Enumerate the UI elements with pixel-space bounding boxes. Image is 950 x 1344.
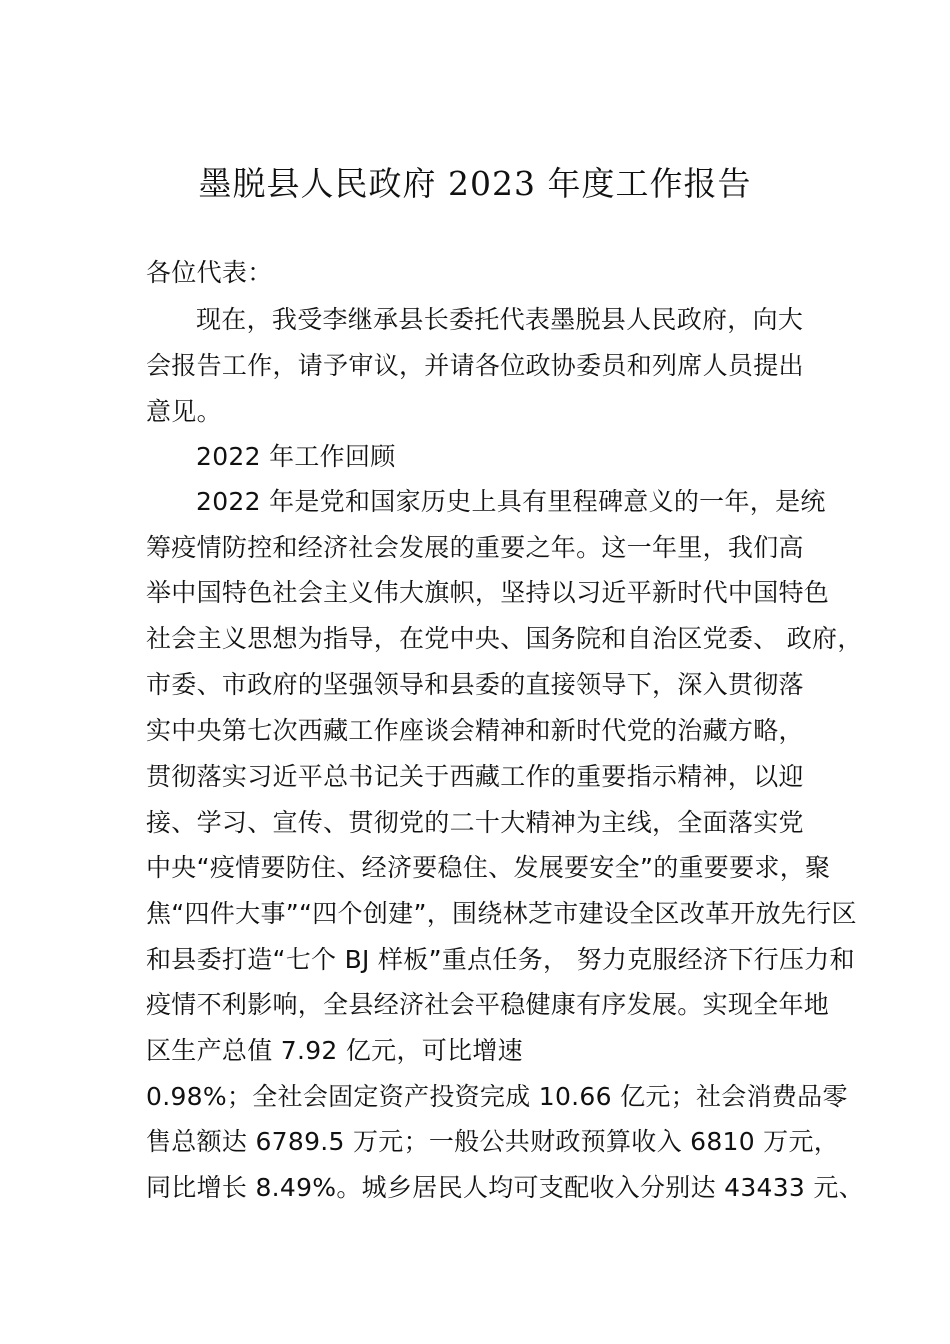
salutation: 各位代表： [146,258,273,287]
paragraph-line: 焦“四件大事”“四个创建”，围绕林芝市建设全区改革开放先行区 [146,899,857,928]
paragraph-line: 区生产总值 7.92 亿元，可比增速 [146,1036,523,1065]
paragraph-line: 社会主义思想为指导，在党中央、国务院和自治区党委、 政府， [146,624,863,653]
paragraph-line: 举中国特色社会主义伟大旗帜，坚持以习近平新时代中国特色 [146,578,830,607]
paragraph-line: 同比增长 8.49%。城乡居民人均可支配收入分别达 43433 元、 [146,1173,864,1202]
paragraph-line: 和县委打造“七个 BJ 样板”重点任务， 努力克服经济下行压力和 [146,945,855,974]
paragraph-line: 意见。 [146,397,222,426]
paragraph-line: 市委、市政府的坚强领导和县委的直接领导下，深入贯彻落 [146,670,804,699]
paragraph-line: 疫情不利影响，全县经济社会平稳健康有序发展。实现全年地 [146,990,830,1019]
paragraph-line: 0.98%；全社会固定资产投资完成 10.66 亿元；社会消费品零 [146,1082,848,1111]
section-heading: 2022 年工作回顾 [196,442,396,471]
paragraph-line: 售总额达 6789.5 万元；一般公共财政预算收入 6810 万元， [146,1127,840,1156]
paragraph-line: 中央“疫情要防住、经济要稳住、发展要安全”的重要要求，聚 [146,853,831,882]
paragraph-line: 接、学习、宣传、贯彻党的二十大精神为主线，全面落实党 [146,808,804,837]
document-title: 墨脱县人民政府 2023 年度工作报告 [198,164,752,203]
paragraph-line: 2022 年是党和国家历史上具有里程碑意义的一年，是统 [196,487,826,516]
paragraph-line: 贯彻落实习近平总书记关于西藏工作的重要指示精神，以迎 [146,762,804,791]
paragraph-line: 实中央第七次西藏工作座谈会精神和新时代党的治藏方略， [146,716,804,745]
paragraph-line: 筹疫情防控和经济社会发展的重要之年。这一年里，我们高 [146,533,804,562]
paragraph-line: 现在，我受李继承县长委托代表墨脱县人民政府，向大 [196,305,804,334]
paragraph-line: 会报告工作，请予审议，并请各位政协委员和列席人员提出 [146,351,804,380]
